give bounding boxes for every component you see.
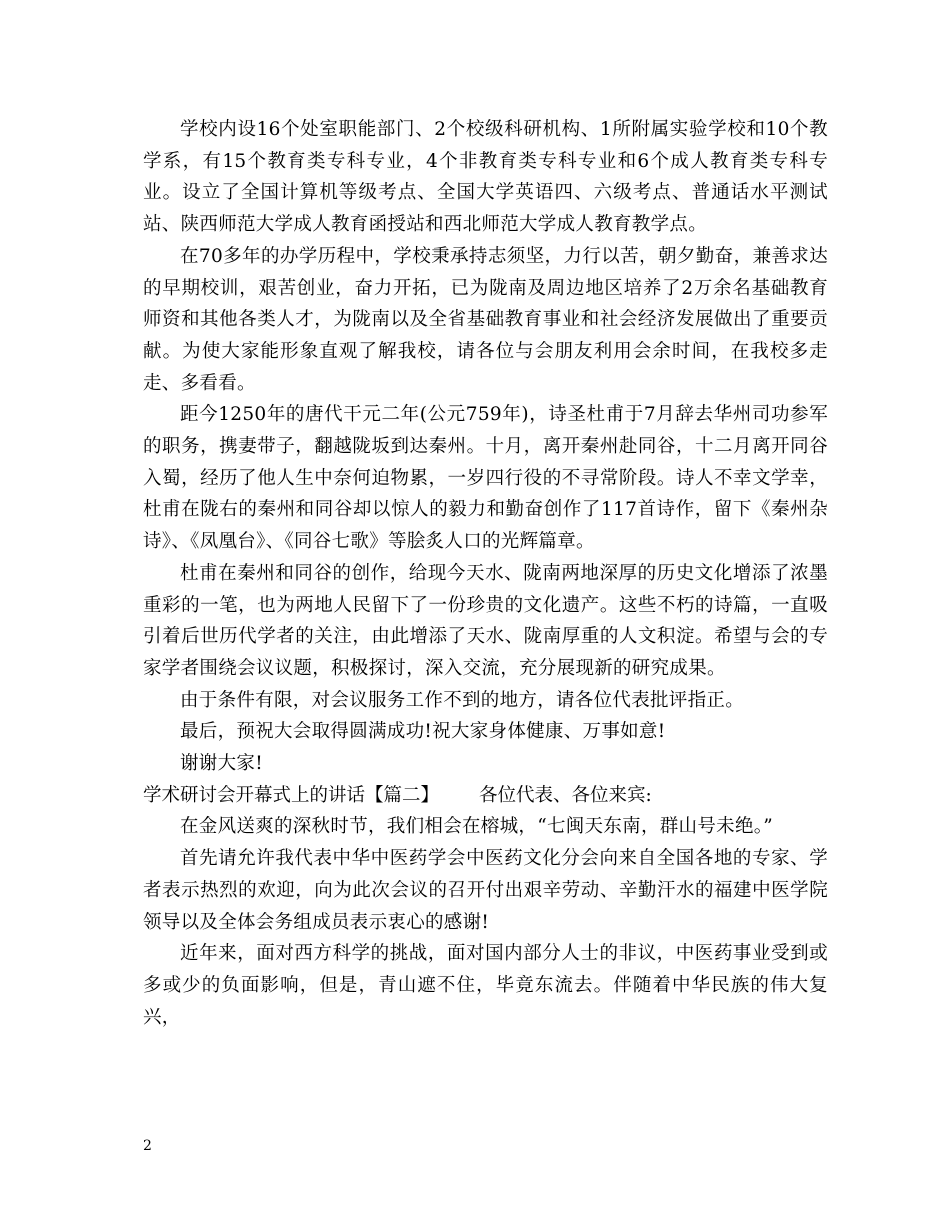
paragraph-apology: 由于条件有限，对会议服务工作不到的地方，请各位代表批评指正。 — [180, 689, 745, 711]
paragraph-du-fu-journey: 距今1250年的唐代干元二年(公元759年)，诗圣杜甫于7月辞去华州司功参军的职务，携妻带子，翻越陇坂到达秦州。十月，离开秦州赴同谷，十二月离开同谷入蜀，经历了他人生中奈何迫物累，一岁四行役的不寻常阶段。诗人不幸文学幸，杜甫在陇右的秦州和同谷却以惊人的毅力和勤奋创作了117首诗作，留下《秦州杂诗》、《凤凰台》、《同谷七歌》等脍炙人口的光辉篇章。 — [143, 404, 828, 553]
paragraph-school-history: 在70多年的办学历程中，学校秉承持志须坚，力行以苦，朝夕勤奋，兼善求达的早期校训，艰苦创业，奋力开拓，已为陇南及周边地区培养了2万余名基础教育师资和其他各类人才，为陇南以及全省基础教育事业和社会经济发展做出了重要贡献。为使大家能形象直观了解我校，请各位与会朋友利用会余时间，在我校多走走、多看看。 — [143, 245, 828, 394]
paragraph-closing-wish: 最后，预祝大会取得圆满成功!祝大家身体健康、万事如意! — [180, 721, 666, 743]
page-number: 2 — [143, 1138, 152, 1154]
paragraph-school-overview: 学校内设16个处室职能部门、2个校级科研机构、1所附属实验学校和10个教学系，有15个教育类专科专业，4个非教育类专科专业和6个成人教育类专科专业。设立了全国计算机等级考点、全国大学英语四、六级考点、普通话水平测试站、陕西师范大学成人教育函授站和西北师范大学成人教育教学点。 — [143, 119, 828, 236]
paragraph-recent-years: 近年来，面对西方科学的挑战，面对国内部分人士的非议，中医药事业受到或多或少的负面影响，但是，青山遮不住，毕竟东流去。伴随着中华民族的伟大复兴， — [143, 943, 828, 1028]
paragraph-thanks: 谢谢大家! — [180, 753, 263, 775]
section-heading — [143, 780, 828, 812]
paragraph-du-fu-legacy: 杜甫在秦州和同谷的创作，给现今天水、陇南两地深厚的历史文化增添了浓墨重彩的一笔，也为两地人民留下了一份珍贵的文化遗产。这些不朽的诗篇，一直吸引着后世历代学者的关注，由此增添了天水、陇南厚重的人文积淀。希望与会的专家学者围绕会议议题，积极探讨，深入交流，充分展现新的研究成果。 — [143, 562, 828, 679]
paragraph-welcome: 首先请允许我代表中华中医药学会中医药文化分会向来自全国各地的专家、学者表示热烈的欢迎，向为此次会议的召开付出艰辛劳动、辛勤汗水的福建中医学院领导以及全体会务组成员表示衷心的感谢! — [143, 848, 828, 933]
paragraph-opening-season: 在金风送爽的深秋时节，我们相会在榕城，“七闽天东南，群山号未绝。” — [180, 816, 774, 838]
section-title: 学术研讨会开幕式上的讲话【篇二】 — [143, 784, 440, 806]
section-greeting: 各位代表、各位来宾: — [479, 784, 652, 806]
document-page — [143, 114, 828, 1033]
